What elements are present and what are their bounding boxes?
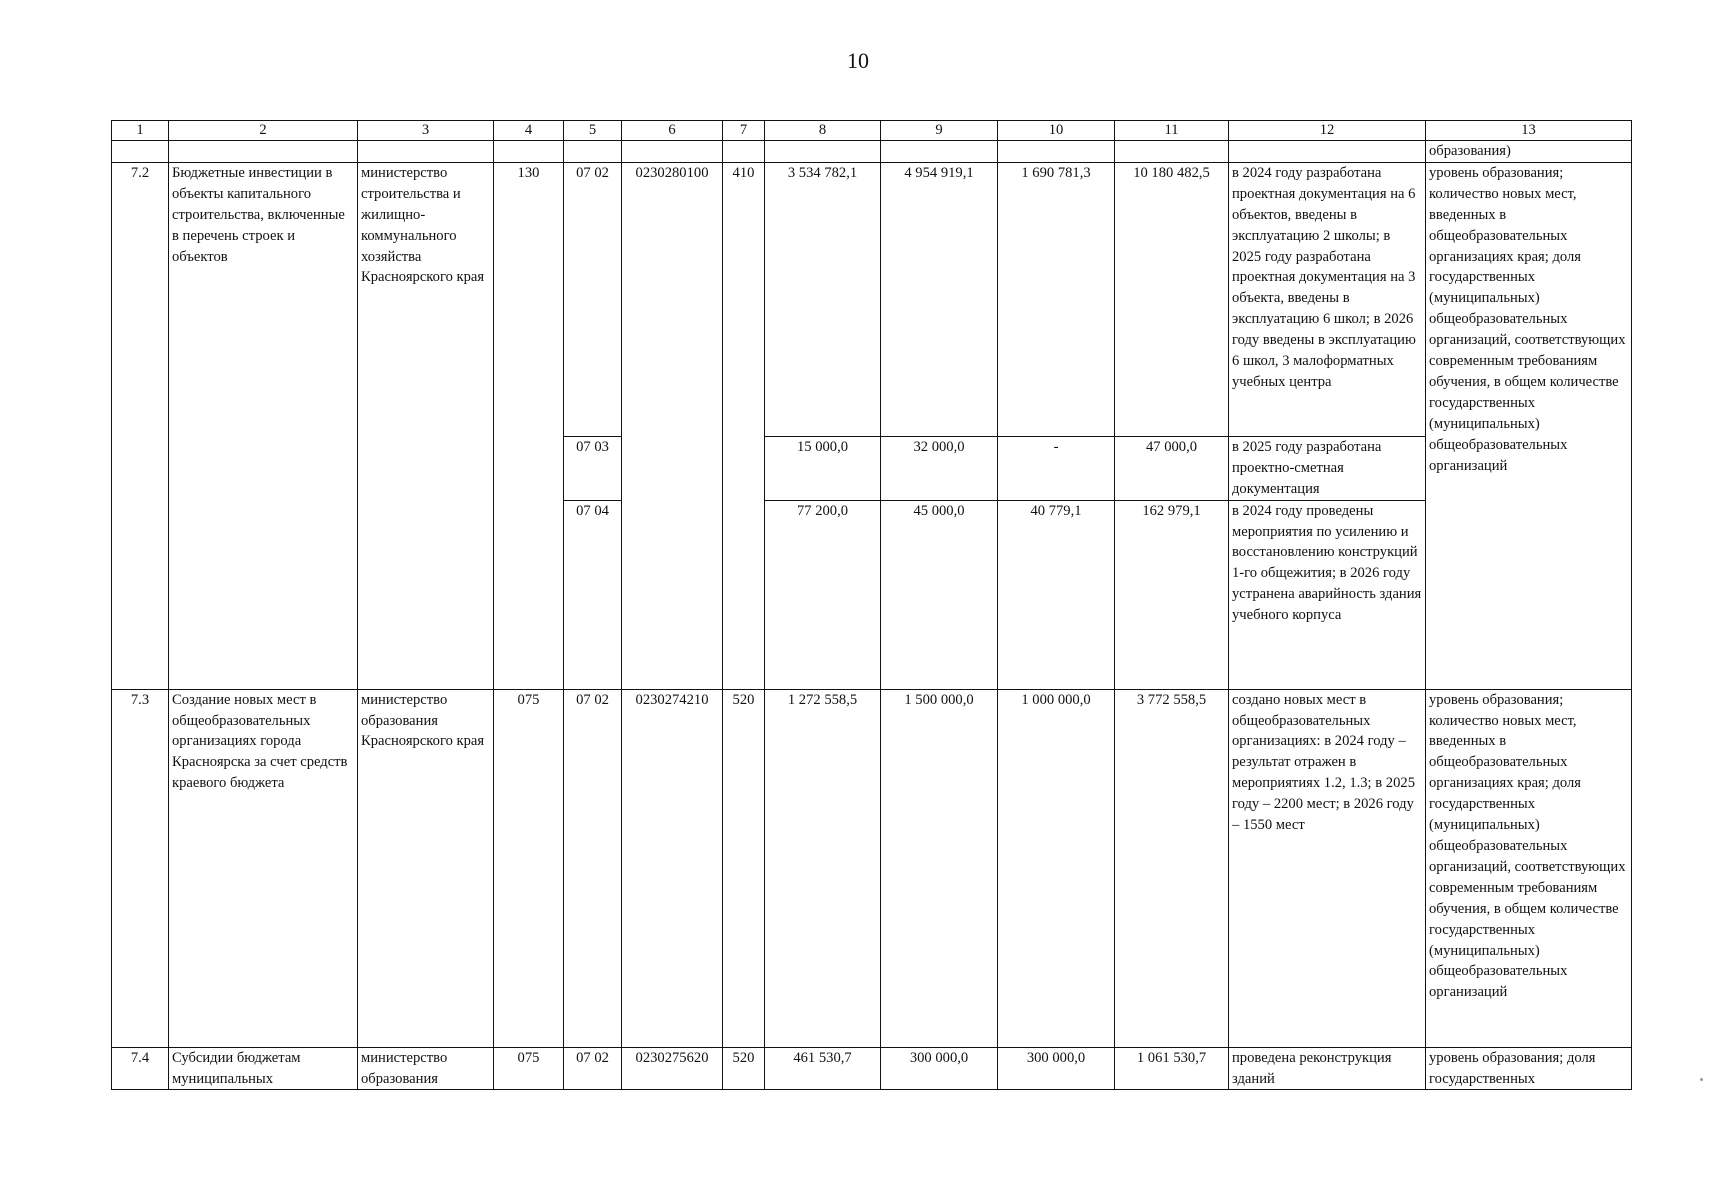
expected-result: создано новых мест в общеобразовательных организациях: в 2024 году – результат отражен в мероприятиях 1.2, 1.3; в 2025 году – 2200 мест; в 2026 году – 1550 мест [1229,689,1426,1047]
program-activities-table [111,120,1632,1090]
activity-name: Бюджетные инвестиции в объекты капитального строительства, включенные в перечень строек и объектов [169,162,358,689]
amount-2024: 77 200,0 [765,500,881,689]
amount-2025: 45 000,0 [881,500,998,689]
column-header: 5 [564,121,622,141]
indicators: уровень образования; количество новых мест, введенных в общеобразовательных организациях края; доля государственных (муниципальных) общеобразовательных организаций, соответствующих современным требованиям обучения, в общем количестве государственных (муниципальных) общеобразовательных организаций [1426,689,1632,1047]
expense-type-code: 520 [723,689,765,1047]
section-code: 07 02 [564,1047,622,1090]
target-article-code: 0230275620 [622,1047,723,1090]
expense-type-code: 520 [723,1047,765,1090]
column-header: 6 [622,121,723,141]
grbs-code: 075 [494,1047,564,1090]
column-number-row [112,121,1632,141]
executor: министерство образования [358,1047,494,1090]
section-code: 07 04 [564,500,622,689]
row-number: 7.4 [112,1047,169,1090]
column-header: 9 [881,121,998,141]
amount-total: 1 061 530,7 [1115,1047,1229,1090]
amount-2024: 1 272 558,5 [765,689,881,1047]
table-row [112,689,1632,1047]
amount-2026: 1 000 000,0 [998,689,1115,1047]
amount-total: 47 000,0 [1115,436,1229,500]
column-header: 8 [765,121,881,141]
target-article-code: 0230274210 [622,689,723,1047]
amount-2024: 15 000,0 [765,436,881,500]
section-code: 07 03 [564,436,622,500]
expected-result: в 2024 году разработана проектная документация на 6 объектов, введены в эксплуатацию 2 школы; в 2025 году разработана проектная документация на 3 объекта, введены в эксплуатацию 6 школ; в 2026 году введены в эксплуатацию 6 школ, 3 малоформатных учебных центра [1229,162,1426,436]
expense-type-code: 410 [723,162,765,689]
amount-2024: 461 530,7 [765,1047,881,1090]
scan-speck [1700,1078,1703,1081]
amount-total: 162 979,1 [1115,500,1229,689]
column-header: 7 [723,121,765,141]
grbs-code: 075 [494,689,564,1047]
amount-2026: 300 000,0 [998,1047,1115,1090]
grbs-code: 130 [494,162,564,689]
column-header: 11 [1115,121,1229,141]
amount-2025: 300 000,0 [881,1047,998,1090]
amount-2025: 1 500 000,0 [881,689,998,1047]
target-article-code: 0230280100 [622,162,723,689]
column-header: 13 [1426,121,1632,141]
executor: министерство образования Красноярского края [358,689,494,1047]
amount-total: 10 180 482,5 [1115,162,1229,436]
column-header: 1 [112,121,169,141]
indicators: уровень образования; количество новых мест, введенных в общеобразовательных организациях края; доля государственных (муниципальных) общеобразовательных организаций, соответствующих современным требованиям обучения, в общем количестве государственных (муниципальных) общеобразовательных организаций [1426,162,1632,689]
amount-2026: 40 779,1 [998,500,1115,689]
activity-name: Субсидии бюджетам муниципальных [169,1047,358,1090]
section-code: 07 02 [564,689,622,1047]
amount-total: 3 772 558,5 [1115,689,1229,1047]
amount-2024: 3 534 782,1 [765,162,881,436]
expected-result: проведена реконструкция зданий [1229,1047,1426,1090]
continuation-row [112,141,1632,163]
amount-2025: 4 954 919,1 [881,162,998,436]
amount-2026: 1 690 781,3 [998,162,1115,436]
row-number: 7.3 [112,689,169,1047]
activity-name: Создание новых мест в общеобразовательных организациях города Красноярска за счет средств краевого бюджета [169,689,358,1047]
column-header: 3 [358,121,494,141]
amount-2025: 32 000,0 [881,436,998,500]
row-number: 7.2 [112,162,169,689]
page-number: 10 [847,48,869,73]
column-header: 2 [169,121,358,141]
continuation-cell: образования) [1426,141,1632,163]
section-code: 07 02 [564,162,622,436]
table-row [112,162,1632,436]
expected-result: в 2024 году проведены мероприятия по усилению и восстановлению конструкций 1-го общежития; в 2026 году устранена аварийность здания учебного корпуса [1229,500,1426,689]
table-row [112,1047,1632,1090]
column-header: 10 [998,121,1115,141]
expected-result: в 2025 году разработана проектно-сметная документация [1229,436,1426,500]
column-header: 4 [494,121,564,141]
executor: министерство строительства и жилищно-коммунального хозяйства Красноярского края [358,162,494,689]
column-header: 12 [1229,121,1426,141]
indicators: уровень образования; доля государственных [1426,1047,1632,1090]
amount-2026: - [998,436,1115,500]
